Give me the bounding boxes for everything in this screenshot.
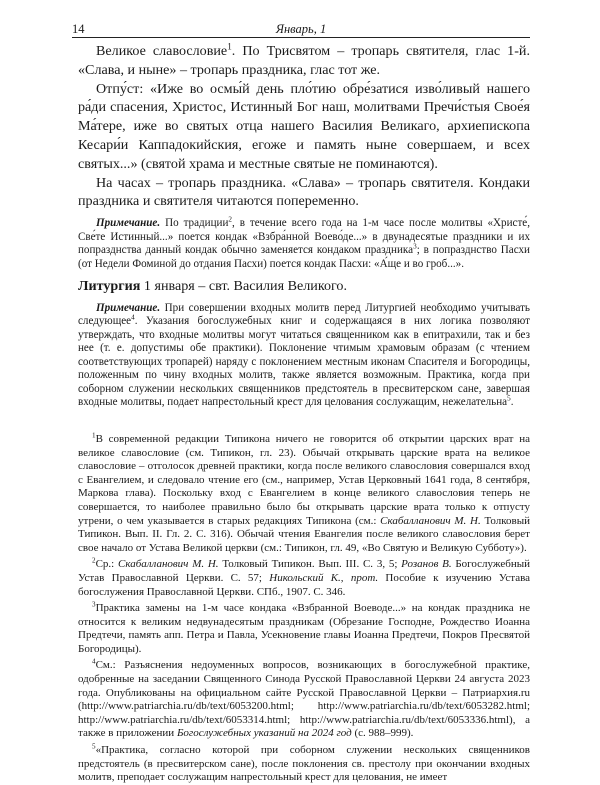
footnotes-separator [78, 410, 530, 433]
p1-text: Великое славословие [96, 43, 228, 59]
footnote-2 [78, 558, 530, 599]
footnote-ref-1[interactable]: 1 [227, 41, 232, 52]
fn3-text: Практика замены на 1-м часе кондака «Взбранной Воеводе...» на кондак праздника не относится к великим недвунадесятым праздникам (Обрезание Господне, Рождество Иоанна Предтечи, память апп. Петра и Павла, Усекновение главы Иоанна Предтечи, Покров Пресвятой Богородицы). [78, 602, 530, 655]
paragraph-great-doxology [78, 42, 530, 80]
footnote-4 [78, 659, 530, 741]
section-subtitle: 1 января – свт. Василия Великого. [140, 278, 348, 295]
fn4-text-b: (с. 988–999). [351, 727, 414, 740]
note-entrance-prayers [78, 302, 530, 410]
footnote-5 [78, 744, 530, 785]
footnote-ref-2[interactable]: 2 [228, 215, 233, 224]
fn2-author-1: Скабалланович М. Н. [117, 558, 219, 571]
header-rule [72, 37, 530, 38]
fn1-author: Скабалланович М. Н. [380, 514, 481, 527]
p1-rest: . По Трисвятом – тропарь святителя, глас 1-й. «Слава, и ныне» – тропарь праздника, глас тот же. [78, 43, 530, 78]
footnote-mark-3: 3 [92, 600, 96, 609]
footnote-mark-2: 2 [92, 556, 96, 565]
footnote-ref-3[interactable]: 3 [413, 242, 417, 251]
running-title: Январь, 1 [275, 22, 327, 36]
footnote-mark-5: 5 [92, 742, 96, 751]
fn1-text-a: В современной редакции Типикона ничего не говорится об открытии царских врат на великое славословие (см. Типикон, гл. 23). Обычай открывать царские врата на великое славословие – отголосок древней практики, когда после великого славословия совершался вход с Евангелием, и следовало чтение его (см., например, Устав Церковный 1641 года, 8 сентября, Маркова глава). Поскольку вход с Евангелием в конце великого славословия теперь не совершается, то наиболее правильно было бы открывать царские врата только к отпусту утрени, о чем указывается в старых редакциях Типикона (см.: [78, 432, 530, 527]
section-heading-liturgy [78, 277, 530, 296]
footnote-3 [78, 602, 530, 656]
fn2-text-d: Пособие к изучению Устава богослужения Православной Церкви. СПб., 1907. С. 346. [78, 571, 531, 598]
fn2-author-2: Розанов В. [401, 558, 452, 571]
note-label: Примечание. [96, 217, 161, 230]
note2-part-a: При совершении входных молитв перед Литургией необходимо учитывать следующее [78, 301, 530, 328]
fn2-text-a: Ср.: [95, 558, 118, 571]
note1-part-a: По традиции [160, 217, 229, 230]
fn2-text-c: Богослужебный Устав Православной Церкви. С. 57; [78, 558, 530, 584]
footnotes [78, 433, 530, 785]
note1-part-c: ; в попразднство Пасхи (от Недели Фоминой до отдания Пасхи) поется кондак Пасхи: «А́ще и во гроб...». [78, 244, 530, 270]
footnote-ref-5[interactable]: 5 [507, 394, 511, 403]
page-number: 14 [72, 22, 85, 36]
section-title: Литургия [78, 278, 141, 295]
fn5-text: «Практика, согласно которой при соборном служении нескольких священников предстоятель (в пресвитерском сане), после поклонения св. престолу при окончании входных молитв, преподает сослужащим напрестольный крест для целования, не имеет [78, 744, 530, 784]
note2-part-c: . [510, 396, 514, 409]
footnote-mark-4: 4 [92, 657, 96, 666]
note1-part-b: , в течение всего года на 1-м часе после молитвы «Христе́, Све́те Истинный...» поется кондак «Взбра́нной Воево́де...» в двунадесятые праздники и их попразднства данный кондак обычно заменяется кондаком праздника [78, 217, 530, 257]
note2-part-b: . Указания богослужебных книг и содержащаяся в них логика позволяют утверждать, что входные молитвы могут читаться священником как в епитрахили, так и без нее (т. е. допустимы обе практики). Поклонение чтимым храмовым образам (с чтением соответствующих тропарей) наряду с поклонением местным иконам Спасителя и Богородицы, положенным по чину входных молитв, также является возможным. Практика, когда при соборном служении нескольких священников предстоятель в пресвитерском сане, завершая входные молитвы, подает напрестольный крест для целования сослужащим, нежелательна [78, 315, 530, 409]
fn2-author-3: Никольский К., прот. [269, 571, 379, 584]
paragraph-hours: На часах – тропарь праздника. «Слава» – тропарь святителя. Кондаки праздника и святителя читаются попеременно. [78, 174, 530, 210]
page-body [78, 42, 530, 785]
fn4-title: Богослужебных указаний на 2024 год [176, 727, 352, 740]
footnote-mark-1: 1 [92, 431, 96, 440]
fn2-text-b: Толковый Типикон. Вып. III. С. 3, 5; [218, 558, 402, 571]
footnote-ref-4[interactable]: 4 [131, 313, 135, 322]
fn4-text-a: См.: Разъяснения недоуменных вопросов, возникающих в богослужебной практике, одобренные на заседании Священного Синода Русской Православной Церкви 24 августа 2023 года. Опубликованы на официальном сайте Русской Православной Церкви – Патриархия.ru (http://www.patriarchia.ru/db/text/6053200.html; http://www.patriarchia.ru/db/text/6053282.html; http://www.patriarchia.ru/db/text/6053314.html; http://www.patriarchia.ru/db/text/6053336.html), а также в приложении [78, 659, 530, 740]
note-label: Примечание. [96, 301, 161, 314]
page-header [72, 21, 530, 37]
note-first-hour [78, 217, 530, 271]
footnote-1 [78, 433, 530, 555]
paragraph-dismissal: Отпу́ст: «Иже во осмы́й день пло́тию обре́затися изво́ливый нашего ра́ди спасения, Христос, Истинный Бог наш, молитвами Пречи́стыя Свое́я Ма́тере, иже во святых отца нашего Василия Великаго, архиепископа Кесари́и Каппадокийския, егоже и память ныне совершаем, и всех святых...» (святой храма и местные святые не поминаются). [78, 80, 530, 172]
fn1-text-b: Толковый Типикон. Вып. II. Гл. 2. С. 316). Обычай чтения Евангелия после великого славословия берет свое начало от Устава Великой церкви (см.: Типикон, гл. 49, «Во Святую и Великую Субботу»). [78, 514, 530, 554]
